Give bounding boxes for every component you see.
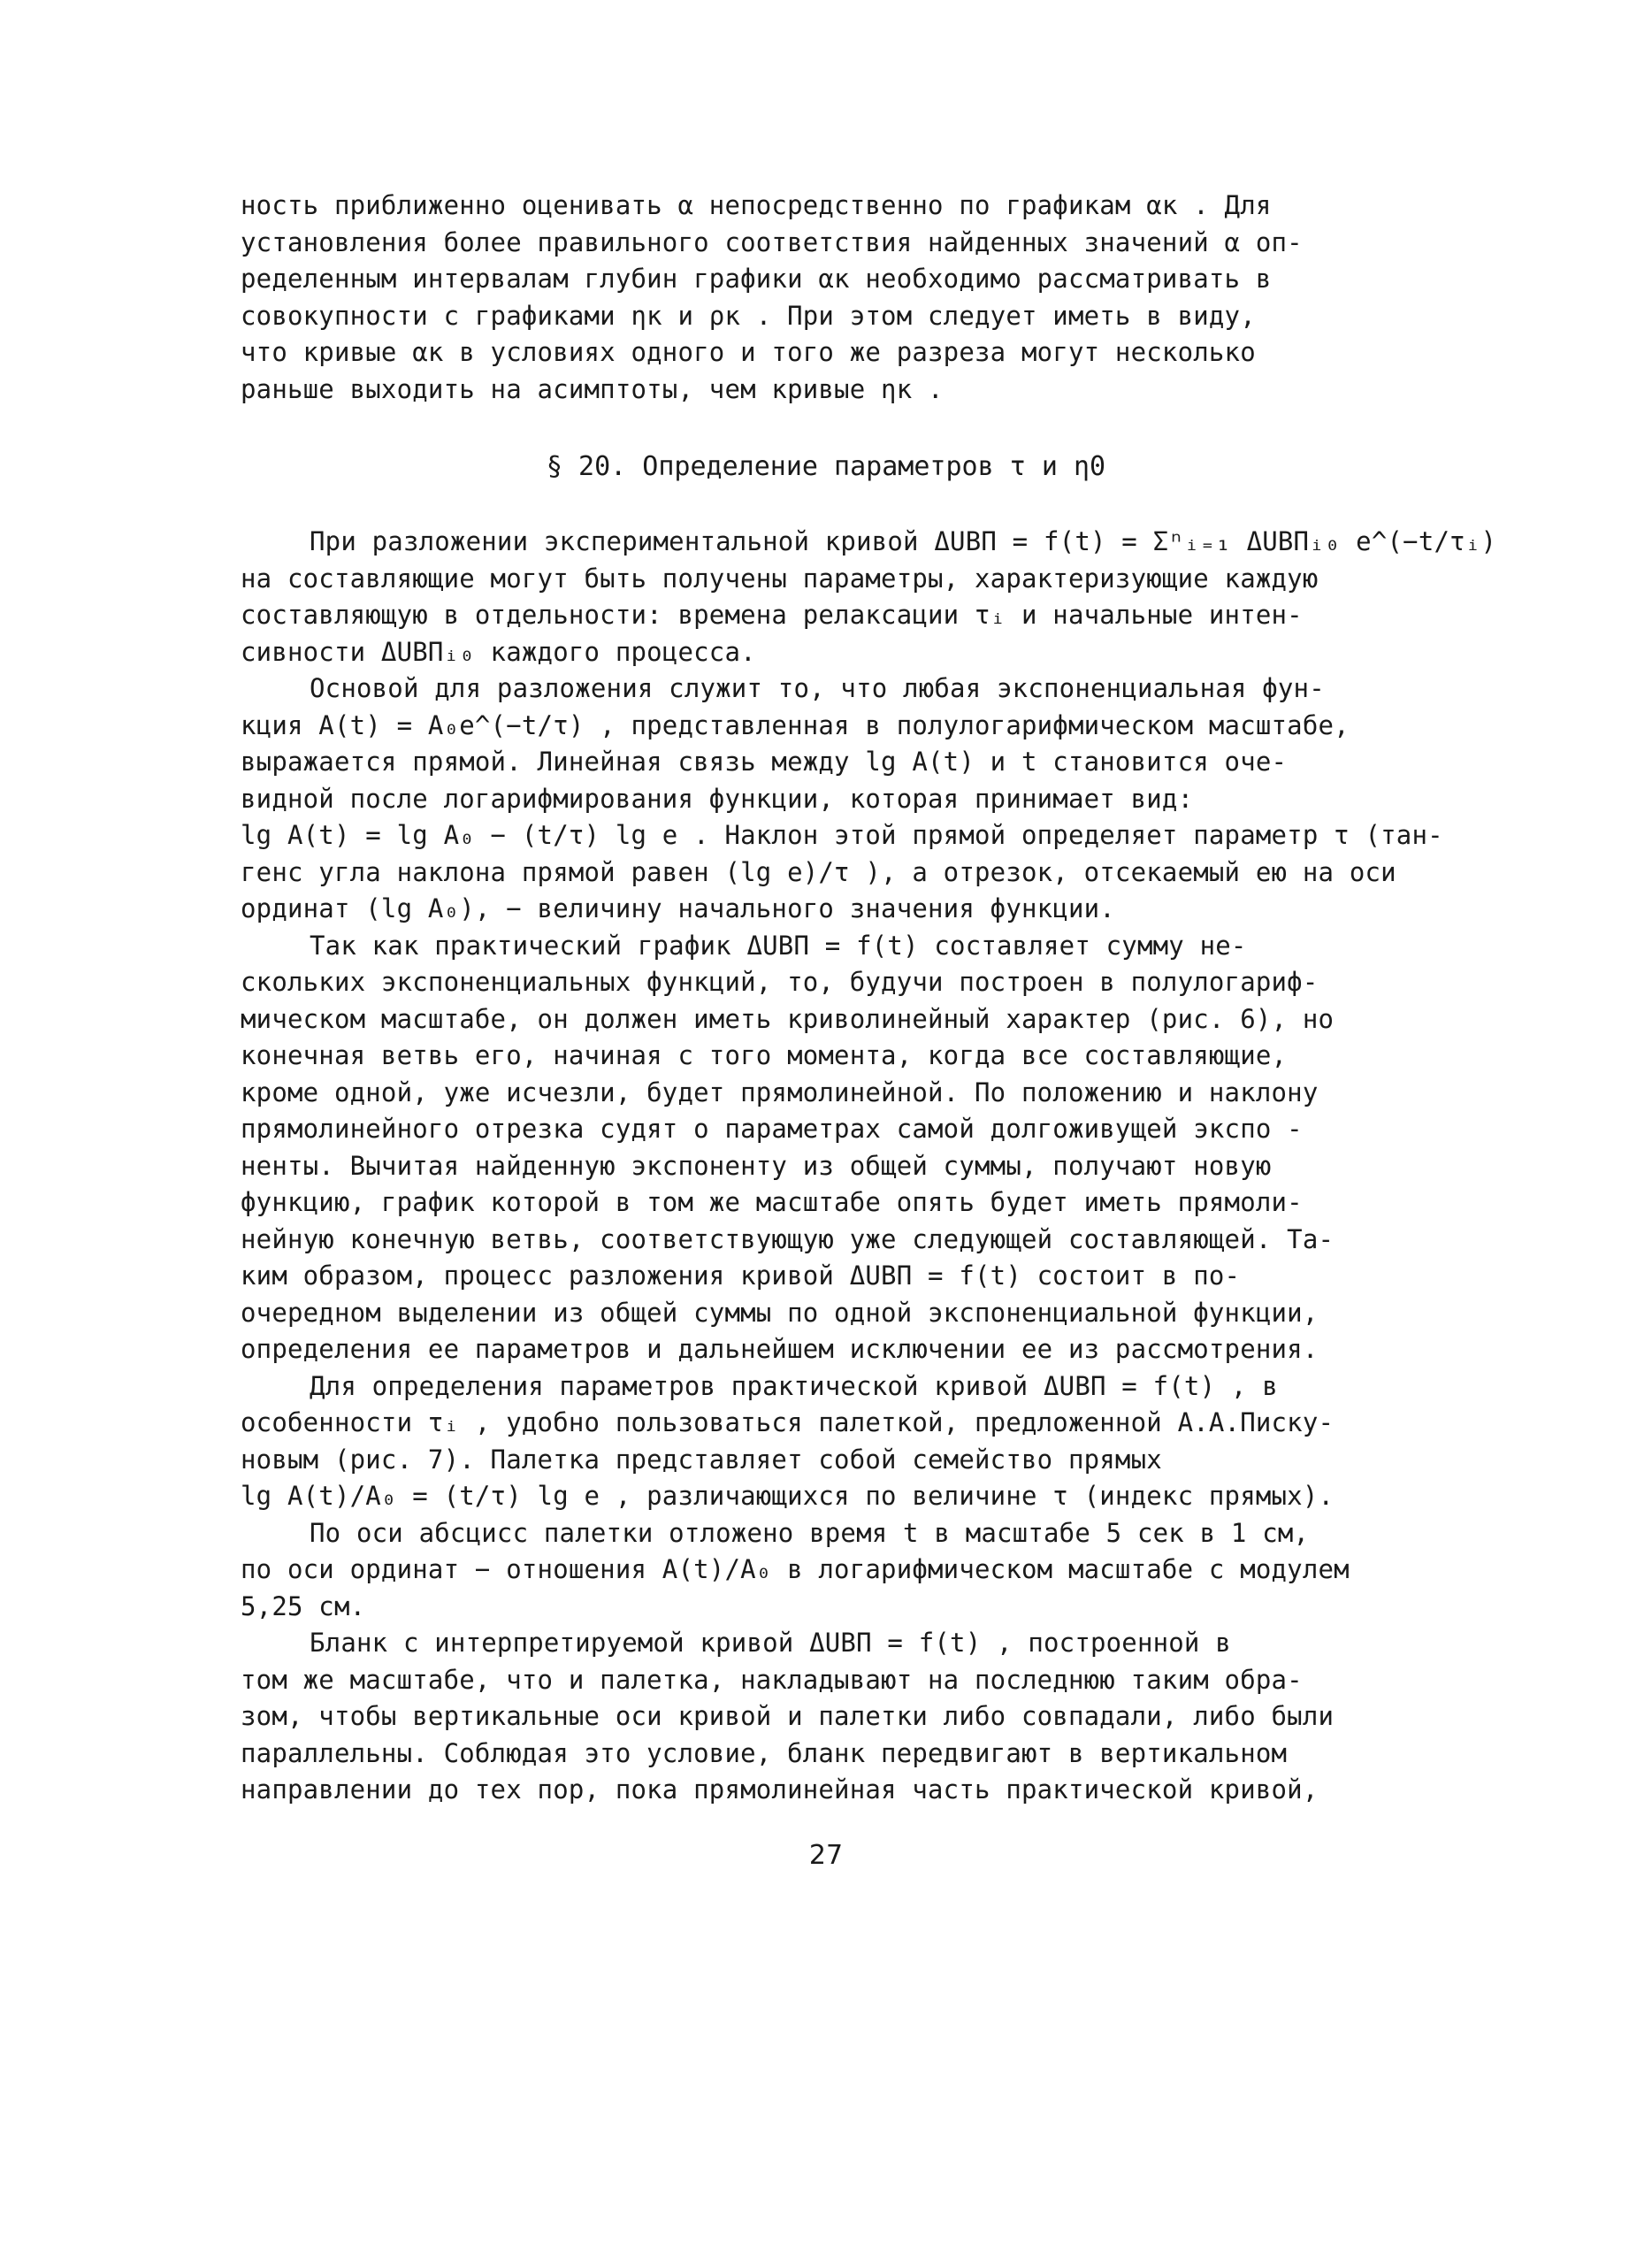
- text-line: раньше выходить на асимптоты, чем кривые ηк .: [241, 373, 944, 404]
- text-line: особенности τᵢ , удобно пользоваться палеткой, предложенной А.А.Писку-: [241, 1407, 1335, 1437]
- text-line: выражается прямой. Линейная связь между lg A(t) и t становится оче-: [241, 747, 1288, 777]
- text-line: 5,25 см.: [241, 1590, 366, 1621]
- text-line: установления более правильного соответствия найденных значений α оп-: [241, 226, 1303, 257]
- text-line: на составляющие могут быть получены параметры, характеризующие каждую: [241, 563, 1319, 594]
- paragraph-practical-graph: [241, 928, 1335, 1368]
- text-line: сивности ΔUВПᵢ₀ каждого процесса.: [241, 636, 756, 667]
- text-line: по оси ординат − отношения A(t)/A₀ в логарифмическом масштабе с модулем: [241, 1554, 1350, 1584]
- text-line: совокупности с графиками ηк и ρк . При этом следует иметь в виду,: [241, 300, 1256, 331]
- text-line: При разложении экспериментальной кривой ΔUВП = f(t) = Σⁿᵢ₌₁ ΔUВПᵢ₀ e^(−t/τᵢ): [310, 526, 1497, 556]
- main-text: [241, 524, 1497, 1809]
- text-line: кция A(t) = A₀e^(−t/τ) , представленная в полулогарифмическом масштабе,: [241, 709, 1350, 740]
- page-number: 27: [808, 1840, 844, 1871]
- text-line: lg A(t)/A₀ = (t/τ) lg e , различающихся по величине τ (индекс прямых).: [241, 1481, 1335, 1511]
- text-line: зом, чтобы вертикальные оси кривой и палетки либо совпадали, либо были: [241, 1701, 1335, 1731]
- text-line: том же масштабе, что и палетка, накладывают на последнюю таким обра-: [241, 1664, 1303, 1695]
- text-line: функцию, график которой в том же масштабе опять будет иметь прямоли-: [241, 1187, 1303, 1217]
- paragraph-blank: [241, 1625, 1335, 1809]
- text-line: мическом масштабе, он должен иметь криволинейный характер (рис. 6), но: [241, 1003, 1335, 1034]
- text-line: Бланк с интерпретируемой кривой ΔUВП = f(t) , построенной в: [310, 1628, 1231, 1658]
- text-line: определения ее параметров и дальнейшем исключении ее из рассмотрения.: [241, 1334, 1319, 1364]
- text-line: ределенным интервалам глубин графики αк необходимо рассматривать в: [241, 264, 1272, 294]
- text-line: конечная ветвь его, начиная с того момента, когда все составляющие,: [241, 1040, 1288, 1070]
- text-line: прямолинейного отрезка судят о параметрах самой долгоживущей экспо -: [241, 1114, 1303, 1144]
- text-line: скольких экспоненциальных функций, то, будучи построен в полулогариф-: [241, 967, 1319, 997]
- text-line: Основой для разложения служит то, что любая экспоненциальная фун-: [310, 673, 1325, 703]
- text-line: генс угла наклона прямой равен (lg e)/τ ), а отрезок, отсекаемый ею на оси: [241, 856, 1396, 887]
- text-line: очередном выделении из общей суммы по одной экспоненциальной функции,: [241, 1297, 1319, 1328]
- text-line: Так как практический график ΔUВП = f(t) составляет сумму не-: [310, 930, 1247, 961]
- section-heading: § 20. Определение параметров τ и η0: [546, 451, 1106, 482]
- text-line: По оси абсцисс палетки отложено время t в масштабе 5 сек в 1 см,: [310, 1517, 1310, 1548]
- text-line: новым (рис. 7). Палетка представляет собой семейство прямых: [241, 1444, 1162, 1475]
- text-line: параллельны. Соблюдая это условие, бланк передвигают в вертикальном: [241, 1737, 1288, 1768]
- text-line: видной после логарифмирования функции, которая принимает вид:: [241, 783, 1194, 814]
- text-line: Для определения параметров практической кривой ΔUВП = f(t) , в: [310, 1370, 1278, 1401]
- text-line: ординат (lg A₀), − величину начального значения функции.: [241, 893, 1115, 923]
- top-paragraph: [241, 188, 1302, 408]
- text-line: lg A(t) = lg A₀ − (t/τ) lg e . Наклон этой прямой определяет параметр τ (тан-: [241, 820, 1443, 850]
- paragraph-basis: [241, 671, 1443, 928]
- text-line: ким образом, процесс разложения кривой ΔUВП = f(t) состоит в по-: [241, 1261, 1241, 1291]
- text-line: нейную конечную ветвь, соответствующую уже следующей составляющей. Та-: [241, 1223, 1335, 1254]
- text-line: кроме одной, уже исчезли, будет прямолинейной. По положению и наклону: [241, 1077, 1319, 1107]
- paragraph-palette: [241, 1368, 1350, 1626]
- text-line: направлении до тех пор, пока прямолинейная часть практической кривой,: [241, 1774, 1319, 1805]
- text-line: ность приближенно оценивать α непосредственно по графикам αк . Для: [241, 190, 1272, 220]
- text-line: составляющую в отдельности: времена релаксации τᵢ и начальные интен-: [241, 600, 1303, 630]
- text-line: ненты. Вычитая найденную экспоненту из общей суммы, получают новую: [241, 1150, 1272, 1181]
- paragraph-decomposition: [241, 524, 1497, 671]
- text-line: что кривые αк в условиях одного и того же разреза могут несколько: [241, 337, 1256, 367]
